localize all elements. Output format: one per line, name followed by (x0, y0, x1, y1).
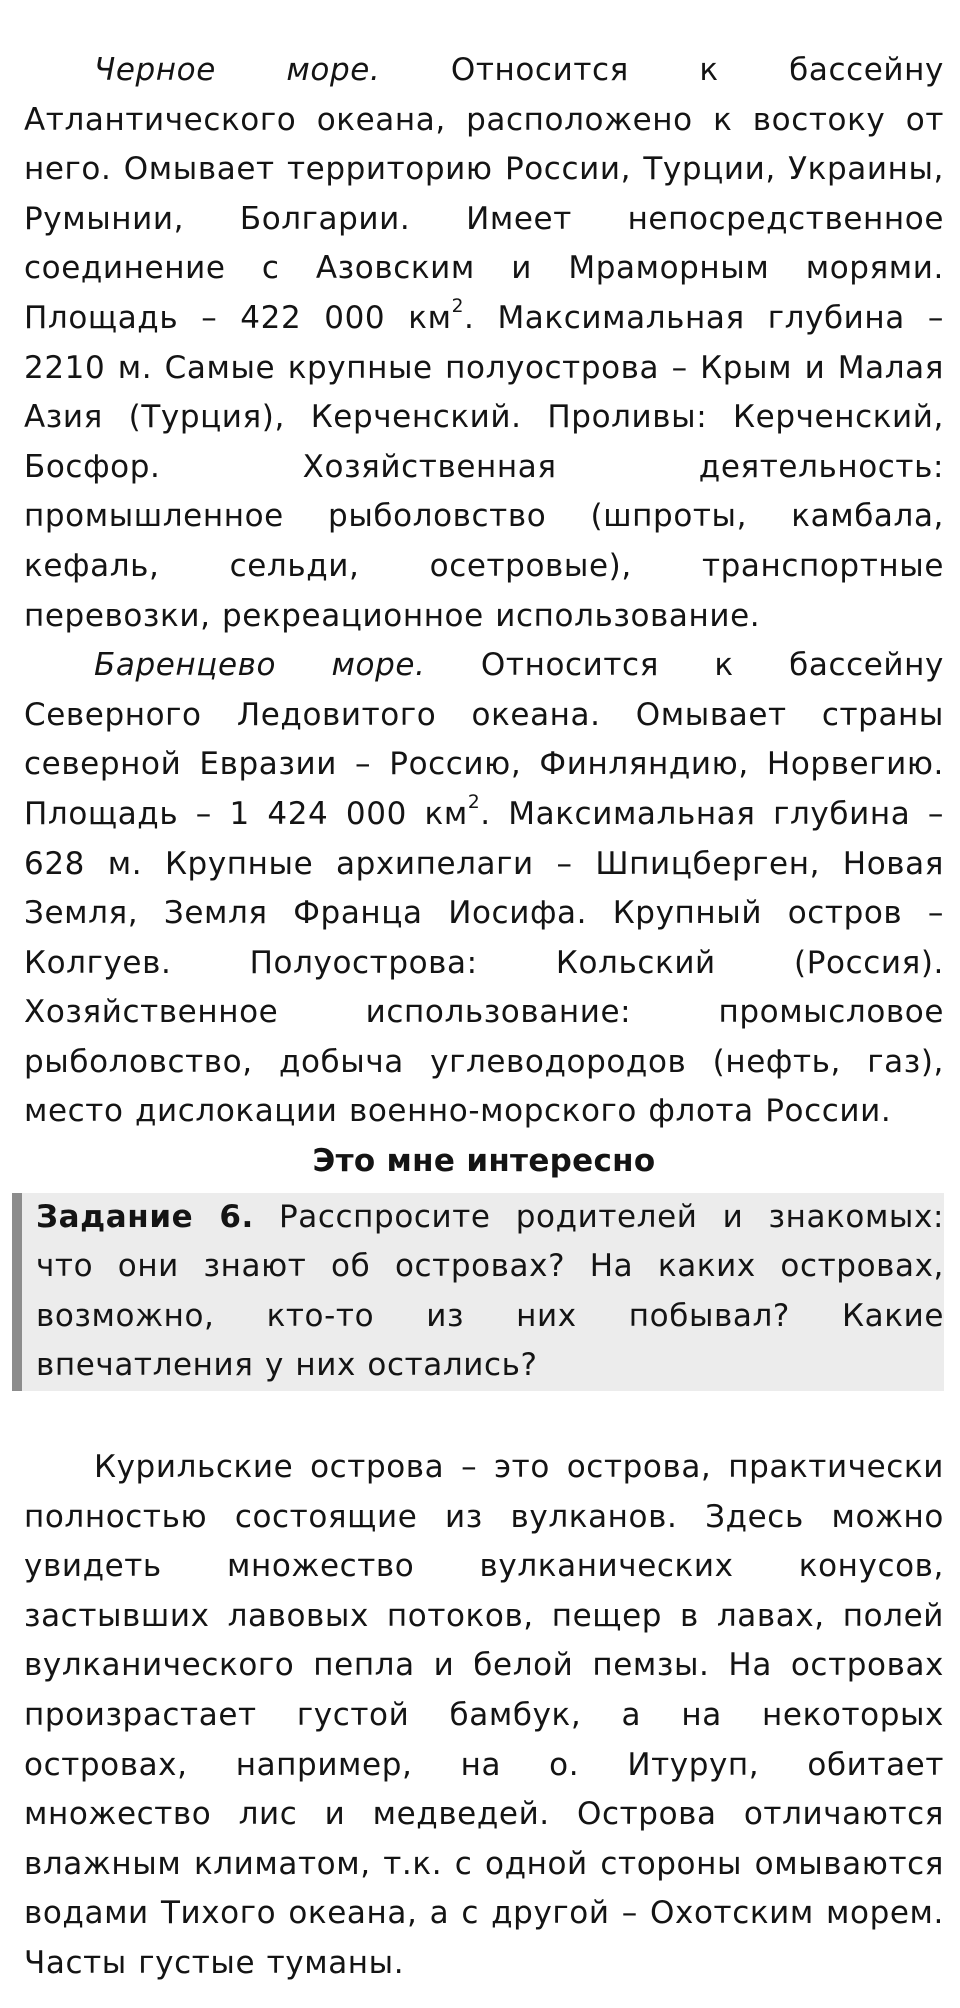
barents-sea-area-exponent: 2 (467, 792, 481, 814)
black-sea-text-continued: . Максимальная глубина – 2210 м. Самые крупные полуострова – Крым и Малая Азия (Турция), Керченский. Проливы: Керченский, Босфор. Хозяйственная деятельность: промышленное рыболовство (шпроты, камбала, кефаль, сельди, осетровые), транспортные перевозки, рекреационное использование. (24, 299, 944, 634)
section-heading: Это мне интересно (312, 1143, 656, 1180)
paragraph-kuril-islands: Курильские острова – это острова, практически полностью состоящие из вулканов. Здесь можно увидеть множество вулканических конусов, застывших лавовых потоков, пещер в лавах, полей вулканического пепла и белой пемзы. На островах произрастает густой бамбук, а на некоторых островах, например, на о. Итуруп, обитает множество лис и медведей. Острова отличаются влажным климатом, т.к. с одной стороны омываются водами Тихого океана, а с другой – Охотским морем. Часты густые туманы. (24, 1449, 944, 1981)
barents-sea-text-continued: . Максимальная глубина – 628 м. Крупные архипелаги – Шпицберген, Новая Земля, Земля Франца Иосифа. Крупный остров – Колгуев. Полуострова: Кольский (Россия). Хозяйственное использование: промысловое рыболовство, добыча углеводородов (нефть, газ), место дислокации военно-морского флота России. (24, 795, 944, 1130)
task-box (12, 1193, 944, 1391)
task-text: Расспросите родителей и знакомых: что они знают об островах? На каких островах, возможно, кто-то из них побывал? Какие впечатления у них остались? (36, 1198, 944, 1384)
task-label: Задание 6. (36, 1198, 254, 1235)
black-sea-text: Относится к бассейну Атлантического океана, расположено к востоку от него. Омывает территорию России, Турции, Украины, Румынии, Болгарии. Имеет непосредственное соединение с Азовским и Мраморным морями. Площадь – 422 000 км (24, 52, 944, 336)
paragraph-black-sea (24, 46, 944, 641)
document-page (24, 46, 944, 1989)
barents-sea-title: Баренцево море. (94, 647, 426, 684)
paragraph-barents-sea (24, 641, 944, 1137)
barents-sea-text: Относится к бассейну Северного Ледовитого океана. Омывает страны северной Евразии – Россию, Финляндию, Норвегию. Площадь – 1 424 000 км (24, 647, 944, 832)
task-paragraph (36, 1193, 944, 1391)
black-sea-title: Черное море. (94, 52, 381, 88)
black-sea-area-exponent: 2 (451, 296, 464, 318)
spacer (24, 1391, 944, 1443)
